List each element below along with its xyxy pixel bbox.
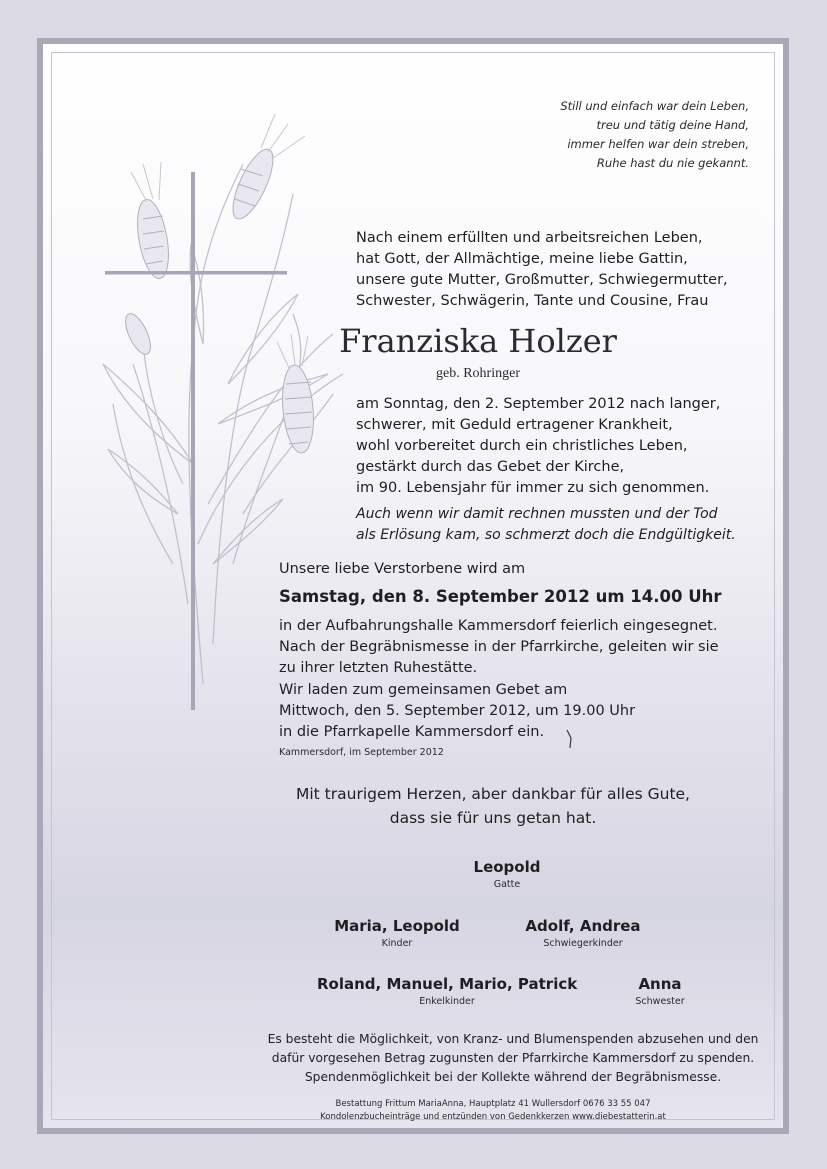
donation-line: Spendenmöglichkeit bei der Kollekte während der Begräbnismesse. (304, 1070, 722, 1084)
prayer-line: Wir laden zum gemeinsamen Gebet am (279, 682, 568, 698)
death-line: wohl vorbereitet durch ein christliches Leben, (356, 438, 688, 454)
funeral-line: zu ihrer letzten Ruhestätte. (279, 660, 478, 676)
mourning-line: dass sie für uns getan hat. (389, 809, 597, 827)
mourner-names: Anna (638, 975, 682, 993)
footer-line: Kondolenzbucheinträge und entzünden von Gedenkkerzen www.diebestatterin.at (320, 1112, 666, 1122)
mourner-relation: Gatte (493, 879, 521, 890)
intro-line: Nach einem erfüllten und arbeitsreichen Leben, (356, 230, 703, 246)
funeral-date: Samstag, den 8. September 2012 um 14.00 Uhr (279, 587, 722, 606)
poem-line: Ruhe hast du nie gekannt. (596, 156, 749, 170)
faith-line: Auch wenn wir damit rechnen mussten und der Tod (356, 506, 718, 522)
mourner-names: Roland, Manuel, Mario, Patrick (317, 975, 578, 993)
donation-line: Es besteht die Möglichkeit, von Kranz- und Blumenspenden abzusehen und den (267, 1032, 759, 1046)
prayer-line: Mittwoch, den 5. September 2012, um 19.00 Uhr (279, 703, 636, 719)
prayer-line: in die Pfarrkapelle Kammersdorf ein. (279, 724, 545, 740)
death-line: gestärkt durch das Gebet der Kirche, (356, 459, 625, 475)
mourner-names: Maria, Leopold (334, 917, 460, 935)
intro-text (356, 228, 776, 312)
mourner-relation: Schwester (635, 996, 685, 1007)
mourner-children-in-law (453, 917, 713, 949)
funeral-lead: Unsere liebe Verstorbene wird am (279, 561, 526, 577)
mourner-relation: Enkelkinder (419, 996, 475, 1007)
mourner-spouse (377, 858, 637, 890)
place-date: Kammersdorf, im September 2012 (279, 747, 444, 758)
mourner-relation: Kinder (381, 938, 413, 949)
mourner-names: Leopold (473, 858, 541, 876)
mourning-text (273, 782, 713, 830)
cross-icon (105, 172, 295, 712)
donation-note (243, 1030, 783, 1087)
funeral-line: Nach der Begräbnismesse in der Pfarrkirche, geleiten wir sie (279, 639, 719, 655)
death-line: im 90. Lebensjahr für immer zu sich genommen. (356, 480, 710, 496)
mourner-relation: Schwiegerkinder (543, 938, 623, 949)
intro-line: Schwester, Schwägerin, Tante und Cousine, Frau (356, 293, 709, 309)
poem (523, 97, 749, 173)
death-notice (356, 394, 776, 499)
footer (293, 1098, 693, 1124)
funeral-line: in der Aufbahrungshalle Kammersdorf feierlich eingesegnet. (279, 618, 718, 634)
intro-line: unsere gute Mutter, Großmutter, Schwiegermutter, (356, 272, 728, 288)
prayer-info (279, 680, 759, 743)
mourning-line: Mit traurigem Herzen, aber dankbar für alles Gute, (295, 785, 690, 803)
deceased-name: Franziska Holzer (339, 322, 617, 360)
donation-line: dafür vorgesehen Betrag zugunsten der Pfarrkirche Kammersdorf zu spenden. (271, 1051, 755, 1065)
mourner-sister (530, 975, 789, 1007)
death-line: am Sonntag, den 2. September 2012 nach langer, (356, 396, 721, 412)
funeral-info (279, 559, 759, 679)
mourner-names: Adolf, Andrea (525, 917, 641, 935)
footer-line: Bestattung Frittum MariaAnna, Hauptplatz 41 Wullersdorf 0676 33 55 047 (335, 1099, 651, 1109)
death-line: schwerer, mit Geduld ertragener Krankheit, (356, 417, 673, 433)
poem-line: treu und tätig deine Hand, (596, 118, 749, 132)
faith-line: als Erlösung kam, so schmerzt doch die Endgültigkeit. (356, 527, 736, 543)
faith-text (356, 504, 776, 546)
poem-line: Still und einfach war dein Leben, (560, 99, 749, 113)
poem-line: immer helfen war dein streben, (567, 137, 749, 151)
maiden-name: geb. Rohringer (436, 366, 520, 381)
obituary-card (37, 38, 789, 1134)
intro-line: hat Gott, der Allmächtige, meine liebe Gattin, (356, 251, 688, 267)
